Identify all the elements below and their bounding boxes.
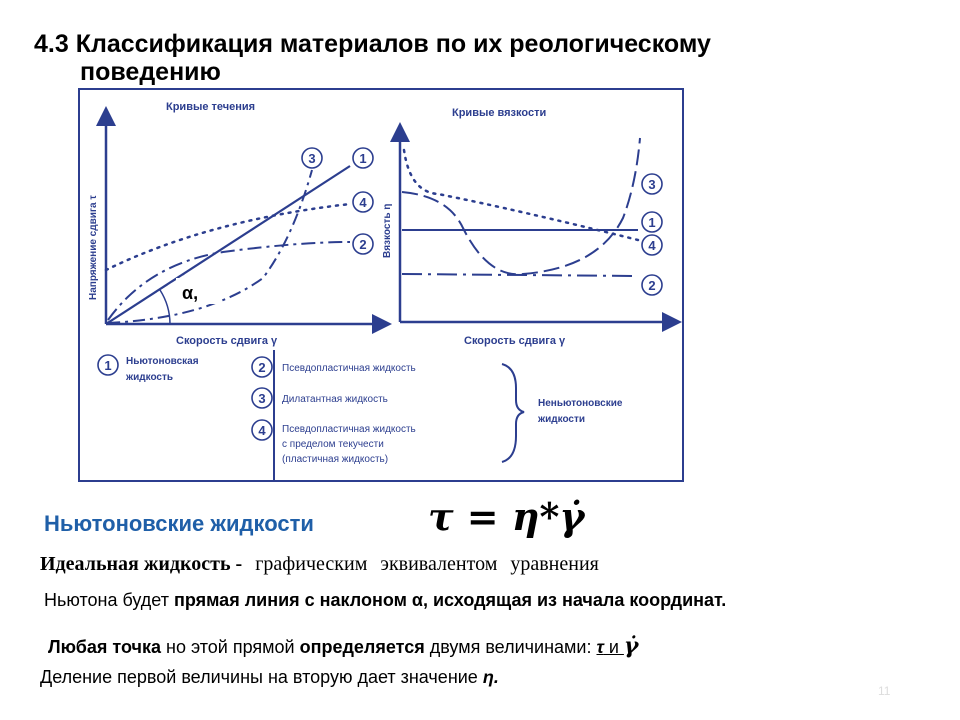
newton-formula: τ = η*γ̇ bbox=[428, 494, 585, 539]
para3-normal2: двумя величинами: bbox=[424, 637, 597, 657]
para2-bold: прямая линия с наклоном α, исходящая из начала координат. bbox=[173, 590, 727, 610]
newtonian-fluids-subtitle: Ньютоновские жидкости bbox=[44, 511, 314, 536]
svg-text:4: 4 bbox=[258, 423, 266, 438]
gamma-dot-symbol: γ̇ bbox=[623, 633, 639, 659]
legend-item-3-label: Дилатантная жидкость bbox=[282, 394, 388, 405]
slide-title-line2: поведению bbox=[80, 58, 221, 86]
svg-text:4: 4 bbox=[359, 195, 367, 210]
legend-item-2-label: Псевдопластичная жидкость bbox=[282, 363, 416, 374]
viscosity-curve-4-marker bbox=[642, 235, 662, 255]
legend-group-line2: жидкости bbox=[538, 414, 586, 425]
flow-curve-3-marker bbox=[302, 148, 322, 168]
legend-item-4-line2: с пределом текучести bbox=[282, 439, 384, 450]
svg-text:1: 1 bbox=[359, 151, 367, 166]
svg-text:3: 3 bbox=[648, 177, 656, 192]
legend-item-1-line2: жидкость bbox=[126, 372, 174, 383]
flow-x-label: Скорость сдвига γ bbox=[176, 335, 278, 347]
viscosity-curve-3-marker bbox=[642, 174, 662, 194]
para3-bold1: Любая точка bbox=[48, 637, 161, 657]
svg-text:1: 1 bbox=[648, 215, 656, 230]
figure-frame bbox=[79, 89, 683, 481]
para3-and: и bbox=[603, 637, 624, 657]
page-number: 11 bbox=[878, 684, 891, 698]
ideal-fluid-line bbox=[40, 553, 599, 576]
paragraph-division bbox=[40, 667, 499, 688]
ideal-fluid-word-3: эквивалентом bbox=[380, 553, 498, 575]
flow-curve-4-marker bbox=[353, 192, 373, 212]
flow-curve-1-marker bbox=[353, 148, 373, 168]
svg-text:3: 3 bbox=[258, 391, 266, 406]
angle-alpha-label: α, bbox=[182, 283, 199, 303]
viscosity-y-label: Вязкость η bbox=[382, 203, 393, 258]
legend-item-4-line1: Псевдопластичная жидкость bbox=[282, 424, 416, 435]
svg-text:2: 2 bbox=[359, 237, 367, 252]
viscosity-curve-1-marker bbox=[642, 212, 662, 232]
flow-curve-2-marker bbox=[353, 234, 373, 254]
para3-normal1: но этой прямой bbox=[161, 637, 300, 657]
paragraph-newton-line bbox=[44, 590, 726, 611]
ideal-fluid-word-4: уравнения bbox=[510, 553, 599, 575]
svg-text:2: 2 bbox=[258, 360, 266, 375]
slide-title bbox=[34, 30, 934, 86]
svg-text:4: 4 bbox=[648, 238, 656, 253]
svg-text:1: 1 bbox=[104, 358, 112, 373]
rheology-figure bbox=[78, 88, 684, 482]
para4-normal: Деление первой величины на вторую дает значение bbox=[40, 667, 483, 687]
viscosity-x-label: Скорость сдвига γ bbox=[464, 335, 566, 347]
flow-curves-title: Кривые течения bbox=[166, 101, 256, 113]
legend-group-line1: Неньютоновские bbox=[538, 398, 623, 409]
svg-text:3: 3 bbox=[308, 151, 316, 166]
svg-text:2: 2 bbox=[648, 278, 656, 293]
viscosity-curve-2-marker bbox=[642, 275, 662, 295]
tau-symbol: τ bbox=[596, 637, 604, 657]
para3-bold2: определяется bbox=[299, 637, 425, 657]
ideal-fluid-word-2: графическим bbox=[255, 553, 368, 575]
eta-symbol: η. bbox=[482, 667, 499, 687]
paragraph-any-point bbox=[48, 633, 638, 659]
flow-y-label: Напряжение сдвига τ bbox=[88, 195, 99, 300]
ideal-fluid-term: Идеальная жидкость - bbox=[40, 553, 243, 575]
slide-title-line1: 4.3 Классификация материалов по их реологическому bbox=[34, 30, 711, 58]
para2-normal: Ньютона будет bbox=[44, 590, 174, 610]
viscosity-curves-title: Кривые вязкости bbox=[452, 107, 547, 119]
legend-item-4-line3: (пластичная жидкость) bbox=[282, 454, 389, 465]
legend-item-1-line1: Ньютоновская bbox=[126, 356, 199, 367]
